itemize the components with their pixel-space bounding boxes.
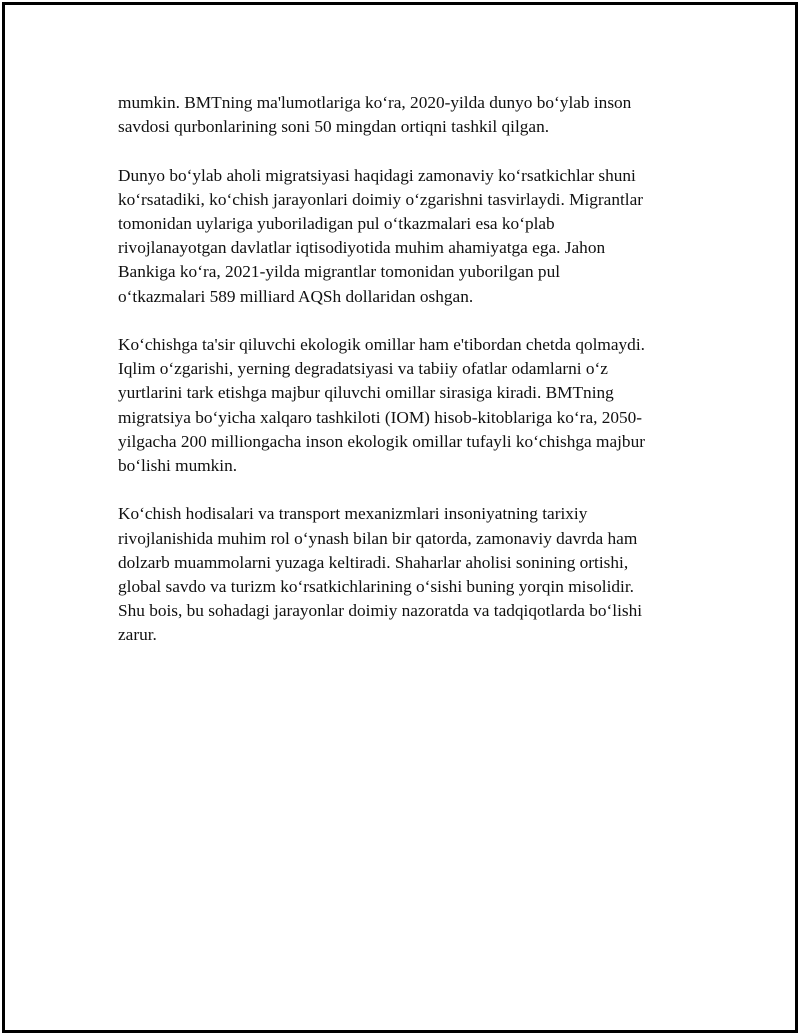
text-line: ko‘rsatadiki, ko‘chish jarayonlari doimiy o‘zgarishni tasvirlaydi. Migrantlar bbox=[118, 189, 644, 209]
text-line: bo‘lishi mumkin. bbox=[118, 456, 238, 476]
text-line: tomonidan uylariga yuboriladigan pul o‘tkazmalari esa ko‘plab bbox=[118, 214, 555, 233]
page-body bbox=[118, 91, 690, 672]
text-line: Shu bois, bu sohadagi jarayonlar doimiy nazoratda va tadqiqotlarda bo‘lishi bbox=[118, 601, 643, 621]
text-line: migratsiya bo‘yicha xalqaro tashkiloti (IOM) hisob-kitoblariga ko‘ra, 2050- bbox=[118, 407, 643, 427]
text-line: zarur. bbox=[118, 625, 157, 645]
paragraph-4 bbox=[118, 502, 690, 647]
text-line: dolzarb muammolarni yuzaga keltiradi. Shaharlar aholisi sonining ortishi, bbox=[118, 552, 629, 572]
paragraph-2 bbox=[118, 164, 690, 309]
text-line: Iqlim o‘zgarishi, yerning degradatsiyasi va tabiiy ofatlar odamlarni o‘z bbox=[118, 359, 608, 379]
text-line: o‘tkazmalari 589 milliard AQSh dollaridan oshgan. bbox=[118, 286, 474, 306]
text-line: Bankiga ko‘ra, 2021-yilda migrantlar tomonidan yuborilgan pul bbox=[118, 262, 561, 282]
text-line: rivojlanayotgan davlatlar iqtisodiyotida muhim ahamiyatga ega. Jahon bbox=[118, 238, 606, 258]
text-line: mumkin. BMTning ma'lumotlariga ko‘ra, 2020-yilda dunyo bo‘ylab inson bbox=[118, 93, 632, 112]
text-line: yurtlarini tark etishga majbur qiluvchi omillar sirasiga kiradi. BMTning bbox=[118, 383, 614, 403]
text-line: savdosi qurbonlarining soni 50 mingdan ortiqni tashkil qilgan. bbox=[118, 117, 550, 137]
paragraph-3 bbox=[118, 333, 690, 478]
text-line: global savdo va turizm ko‘rsatkichlarining o‘sishi buning yorqin misolidir. bbox=[118, 577, 634, 597]
text-line: Dunyo bo‘ylab aholi migratsiyasi haqidagi zamonaviy ko‘rsatkichlar shuni bbox=[118, 165, 636, 185]
text-line: rivojlanishida muhim rol o‘ynash bilan bir qatorda, zamonaviy davrda ham bbox=[118, 528, 638, 548]
text-line: Ko‘chishga ta'sir qiluvchi ekologik omillar ham e'tibordan chetda qolmaydi. bbox=[118, 335, 645, 354]
paragraph-1 bbox=[118, 91, 690, 139]
text-line: Ko‘chish hodisalari va transport mexanizmlari insoniyatning tarixiy bbox=[118, 504, 588, 524]
text-line: yilgacha 200 milliongacha inson ekologik omillar tufayli ko‘chishga majbur bbox=[118, 431, 645, 451]
